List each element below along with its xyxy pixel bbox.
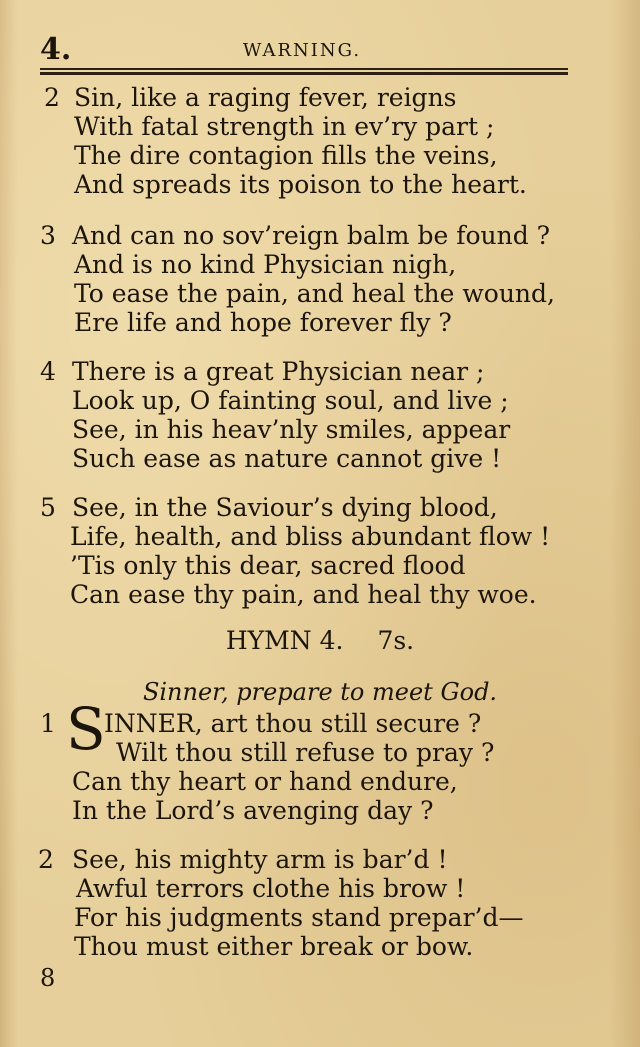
signature-mark: 8 [40,964,56,992]
verse-line: See, his mighty arm is bar’d ! [72,845,448,874]
hymn-title: HYMN 4. [225,626,344,655]
verse-line: In the Lord’s avenging day ? [72,796,434,825]
verse-line: For his judgments stand prepar’d— [74,903,524,932]
verse-line: Can ease thy pain, and heal thy woe. [70,580,537,609]
verse-line: And is no kind Physician nigh, [74,250,457,279]
verse-line: Life, health, and bliss abundant flow ! [70,522,551,551]
page-header [38,30,566,70]
header-rule-thick [40,72,568,75]
stanza-number: 3 [40,221,56,250]
verse-line: To ease the pain, and heal the wound, [74,279,555,308]
verse-line: Ere life and hope forever fly ? [74,308,452,337]
running-title: WARNING. [242,40,362,61]
verse-line: With fatal strength in ev’ry part ; [74,112,495,141]
verse-line: Thou must either break or bow. [74,932,474,961]
stanza-number: 2 [38,845,54,874]
verse-line: And can no sov’reign balm be found ? [72,221,551,250]
stanza-number: 2 [44,83,60,112]
verse-line: Awful terrors clothe his brow ! [76,874,466,903]
hymn-heading [0,626,640,655]
verse-line: INNER, art thou still secure ? [104,709,482,738]
verse-line: Can thy heart or hand endure, [72,767,458,796]
verse-line: Such ease as nature cannot give ! [72,444,502,473]
verse-line: And spreads its poison to the heart. [74,170,527,199]
stanza-number: 5 [40,493,56,522]
verse-line: See, in his heav’nly smiles, appear [72,415,511,444]
verse-line: Look up, O fainting soul, and live ; [72,386,509,415]
verse-line: The dire contagion fills the veins, [74,141,498,170]
verse-line: Sin, like a raging fever, reigns [74,83,457,112]
verse-line: See, in the Saviour’s dying blood, [72,493,498,522]
verse-line: ’Tis only this dear, sacred flood [70,551,466,580]
header-rule [40,68,568,70]
page-number: 4. [40,32,72,67]
hymn-subtitle: Sinner, prepare to meet God. [142,678,498,706]
verse-line: Wilt thou still refuse to pray ? [116,738,495,767]
drop-cap: S [66,695,106,763]
verse-line: There is a great Physician near ; [72,357,485,386]
stanza-number: 1 [40,709,56,738]
stanza-number: 4 [40,357,56,386]
hymn-meter: 7s. [377,626,415,655]
